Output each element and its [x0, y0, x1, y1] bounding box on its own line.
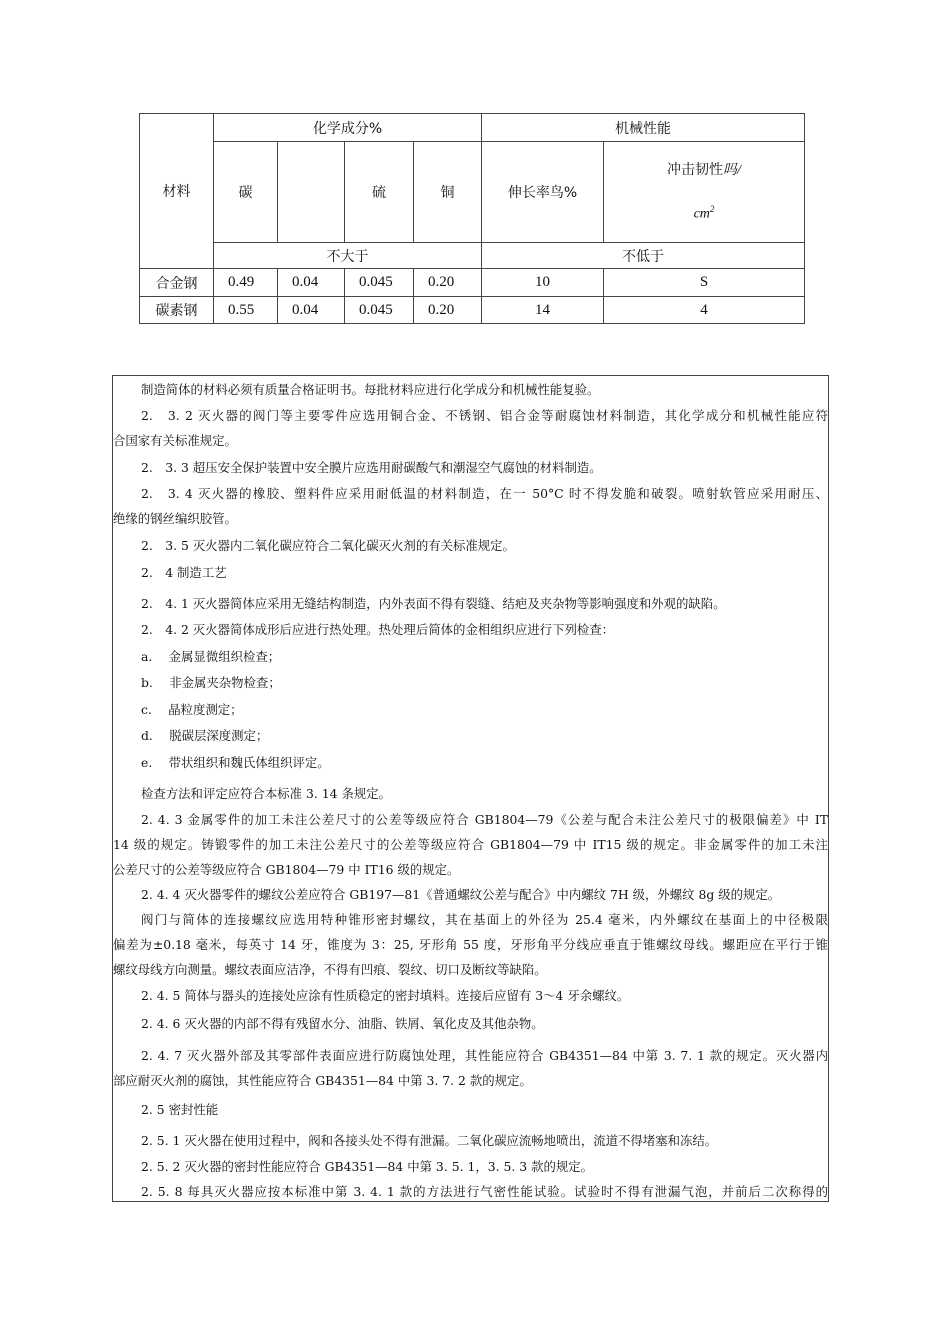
cell-col2: 0.04 [278, 297, 345, 324]
list-item: d. 脱碳层深度测定； [141, 728, 269, 743]
text-line: 公差尺寸的公差等级应符合 GB1804—79 中 IT16 级的规定。 [113, 862, 460, 877]
header-carbon: 碳 [214, 142, 278, 243]
text-line: 螺纹母线方向测量。螺纹表面应洁净，不得有凹痕、裂纹、切口及断纹等缺陷。 [113, 962, 547, 977]
list-item: a. 金属显微组织检查； [141, 649, 281, 664]
table-row [140, 297, 805, 324]
text-line: 14 级的规定。铸锻零件的加工未注公差尺寸的公差等级应符合 GB1804—79 中 IT15 级的规定。非金属零件的加工未注 [113, 837, 828, 852]
text-content-box [112, 375, 829, 1202]
header-mechanical-properties: 机械性能 [482, 114, 805, 142]
cell-copper: 0.20 [414, 297, 482, 324]
text-line: 阀门与简体的连接螺纹应选用特种锥形密封螺纹，其在基面上的外径为 25.4 毫米，内外螺纹在基面上的中径极限 [141, 912, 828, 927]
text-line: 制造简体的材料必须有质量合格证明书。每批材料应进行化学成分和机械性能复验。 [141, 382, 600, 397]
cell-sulfur: 0.045 [345, 297, 414, 324]
text-line: 2. 4. 6 灭火器的内部不得有残留水分、油脂、铁屑、氧化皮及其他杂物。 [141, 1016, 544, 1031]
impact-label: 冲击韧性 [667, 161, 724, 178]
text-line: 2. 4 制造工艺 [141, 565, 227, 580]
header-not-less: 不低于 [482, 243, 805, 269]
text-line: 2. 4. 5 简体与器头的连接处应涂有性质稳定的密封填料。连接后应留有 3〜4 牙余螺纹。 [141, 988, 630, 1003]
text-line: 检查方法和评定应符合本标准 3. 14 条规定。 [141, 786, 392, 801]
header-material: 材料 [140, 114, 214, 269]
header-sulfur: 硫 [345, 142, 414, 243]
text-line: 2. 3. 5 灭火器内二氧化碳应符合二氧化碳灭火剂的有关标准规定。 [141, 538, 515, 553]
text-line: 部应耐灭火剂的腐蚀，其性能应符合 GB4351—84 中第 3. 7. 2 款的规定。 [113, 1073, 532, 1088]
row-material-name: 碳素钢 [140, 297, 214, 324]
impact-unit: 吗/ [723, 162, 741, 178]
text-line: 2. 4. 4 灭火器零件的螺纹公差应符合 GB197—81《普通螺纹公差与配合》中内螺纹 7H 级，外螺纹 8g 级的规定。 [141, 887, 781, 902]
text-line: 2. 3. 4 灭火器的橡胶、塑料件应采用耐低温的材料制造，在一 50°C 时不得发脆和破裂。喷射软管应采用耐压、 [141, 486, 828, 501]
cell-impact: 4 [604, 297, 805, 324]
text-line: 2. 4. 1 灭火器简体应采用无缝结构制造，内外表面不得有裂缝、结疤及夹杂物等影响强度和外观的缺陷。 [141, 596, 726, 611]
text-line: 2. 5. 8 每具灭火器应按本标准中第 3. 4. 1 款的方法进行气密性能试验。试验时不得有泄漏气泡，并前后二次称得的 [141, 1184, 828, 1199]
cell-copper: 0.20 [414, 269, 482, 297]
cell-elongation: 14 [482, 297, 604, 324]
header-blank [278, 142, 345, 243]
text-line: 2. 5 密封性能 [141, 1102, 219, 1117]
text-line: 偏差为±0.18 毫米，每英寸 14 牙，锥度为 3：25, 牙形角 55 度，牙形角平分线应垂直于锥螺纹母线。螺距应在平行于锥 [113, 937, 828, 952]
cell-col2: 0.04 [278, 269, 345, 297]
list-item: b. 非金属夹杂物检查； [141, 675, 281, 690]
row-material-name: 合金钢 [140, 269, 214, 297]
cell-elongation: 10 [482, 269, 604, 297]
text-line: 2. 5. 2 灭火器的密封性能应符合 GB4351—84 中第 3. 5. 1，3. 5. 3 款的规定。 [141, 1159, 594, 1174]
header-impact-toughness [604, 142, 805, 243]
text-line: 合国家有关标准规定。 [113, 433, 237, 448]
list-item: e. 带状组织和魏氏体组织评定。 [141, 755, 330, 770]
cell-sulfur: 0.045 [345, 269, 414, 297]
text-line: 绝缘的钢丝编织胶管。 [113, 511, 237, 526]
header-chemical-composition: 化学成分% [214, 114, 482, 142]
cell-carbon: 0.55 [214, 297, 278, 324]
text-line: 2. 4. 3 金属零件的加工未注公差尺寸的公差等级应符合 GB1804—79《公差与配合未注公差尺寸的极限偏差》中 IT [141, 812, 828, 827]
header-not-greater: 不大于 [214, 243, 482, 269]
text-line: 2. 5. 1 灭火器在使用过程中，阀和各接头处不得有泄漏。二氧化碳应流畅地喷出，流道不得堵塞和冻结。 [141, 1133, 718, 1148]
cell-impact: S [604, 269, 805, 297]
material-spec-table [139, 113, 805, 324]
list-item: c. 晶粒度测定； [141, 702, 243, 717]
cell-carbon: 0.49 [214, 269, 278, 297]
header-copper: 铜 [414, 142, 482, 243]
header-elongation: 伸长率鸟% [482, 142, 604, 243]
text-line: 2. 4. 7 灭火器外部及其零部件表面应进行防腐蚀处理，其性能应符合 GB4351—84 中第 3. 7. 1 款的规定。灭火器内 [141, 1048, 828, 1063]
text-line: 2. 3. 3 超压安全保护装置中安全膜片应选用耐碳酸气和潮湿空气腐蚀的材料制造。 [141, 460, 602, 475]
table-row [140, 269, 805, 297]
text-line: 2. 4. 2 灭火器简体成形后应进行热处理。热处理后简体的金相组织应进行下列检查： [141, 622, 615, 637]
impact-unit-cm2: $cm^2$ [693, 203, 715, 222]
text-line: 2. 3. 2 灭火器的阀门等主要零件应选用铜合金、不锈钢、铝合金等耐腐蚀材料制造，其化学成分和机械性能应符 [141, 408, 828, 423]
